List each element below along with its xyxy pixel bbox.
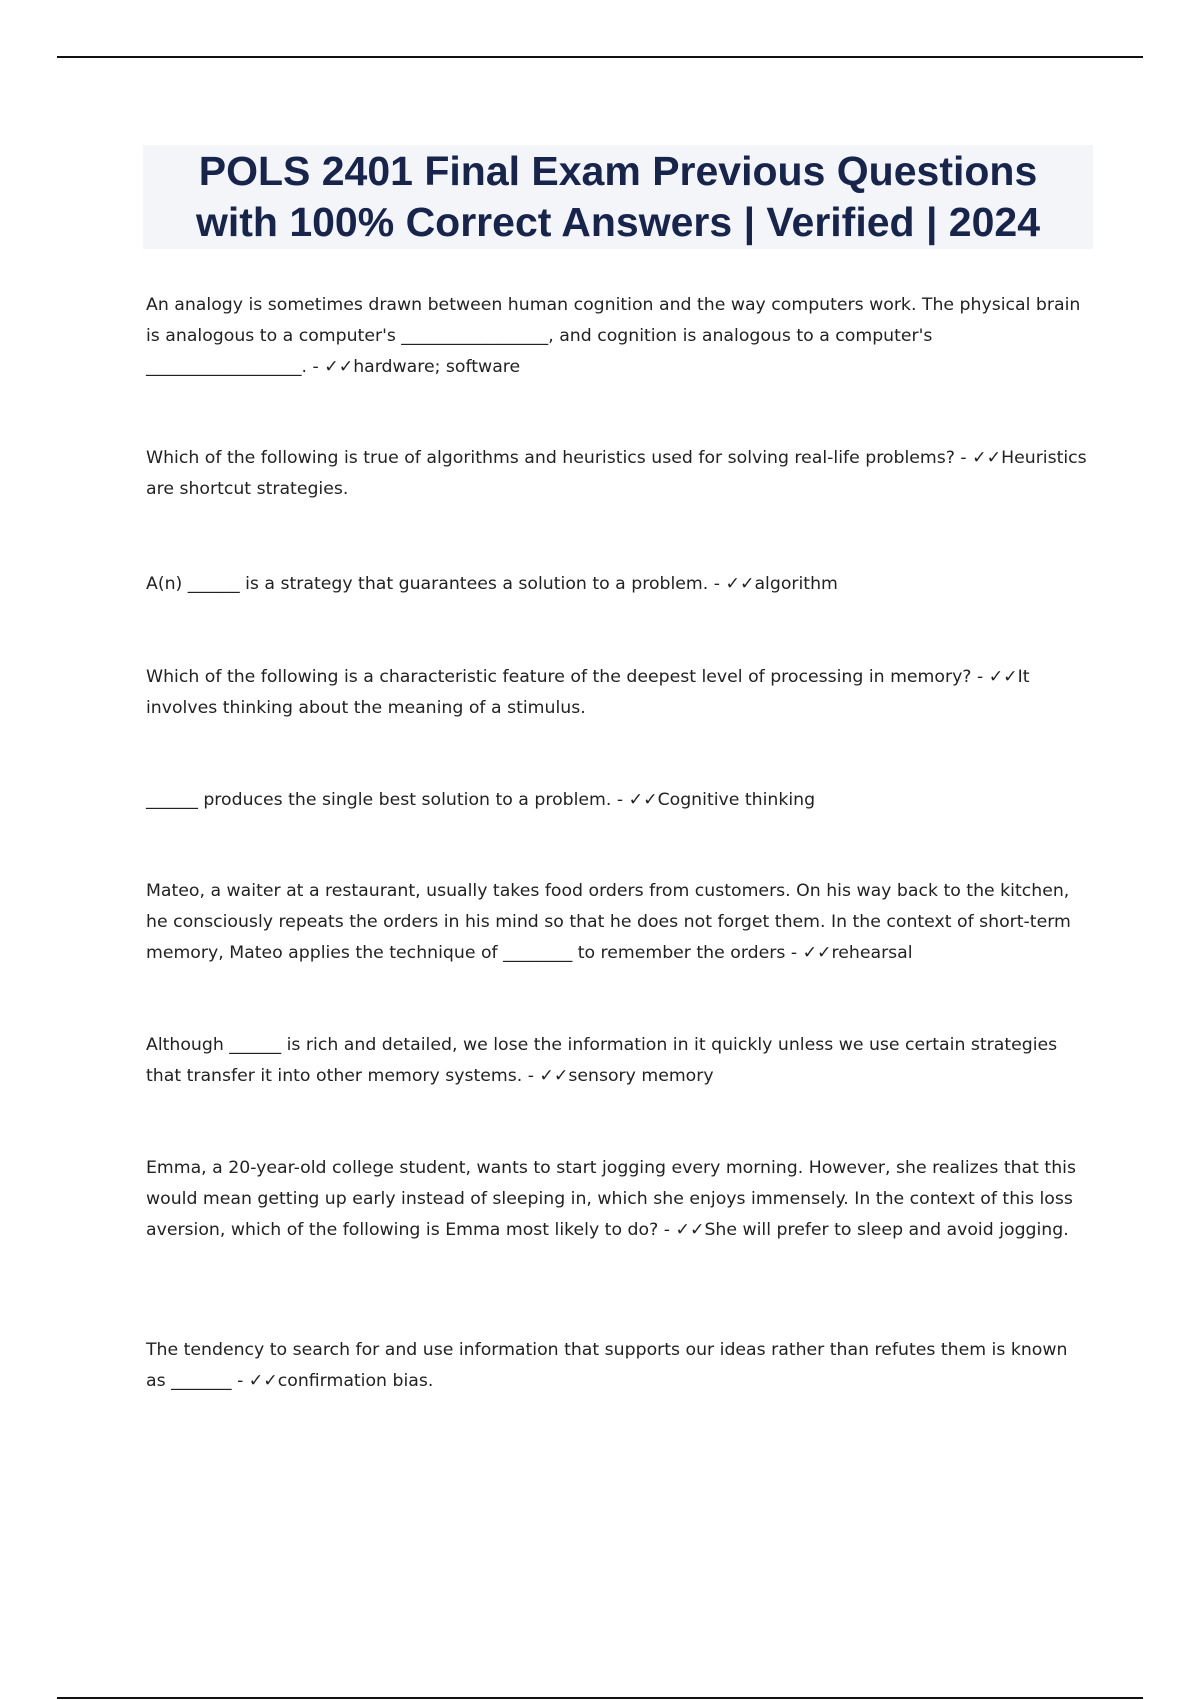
question-text: Emma, a 20-year-old college student, wants to start jogging every morning. However, she realizes that this would mean getting up early instead of sleeping in, which she enjoys immensely. In the context of this loss aversion, which of the following is Emma most likely to do? -: [146, 1158, 1076, 1240]
title-line-1: POLS 2401 Final Exam Previous Questions: [198, 148, 1038, 194]
answer-text: Cognitive thinking: [657, 790, 816, 810]
qa-item-4: [146, 662, 1092, 724]
qa-item-8: [146, 1153, 1092, 1246]
question-text: A(n) ______ is a strategy that guarantees a solution to a problem. -: [146, 574, 726, 594]
question-text: The tendency to search for and use information that supports our ideas rather than refutes them is known as _______ -: [146, 1340, 1068, 1391]
double-check-icon: ✓✓: [628, 790, 658, 810]
qa-item-2: [146, 443, 1092, 505]
answer-text: She will prefer to sleep and avoid jogging.: [704, 1220, 1069, 1240]
double-check-icon: ✓✓: [675, 1220, 705, 1240]
double-check-icon: ✓✓: [988, 667, 1018, 687]
qa-item-3: [146, 569, 1092, 600]
answer-text: rehearsal: [831, 943, 913, 963]
double-check-icon: ✓✓: [972, 448, 1002, 468]
answer-text: It involves thinking about the meaning of a stimulus.: [146, 667, 1030, 718]
qa-item-7: [146, 1030, 1092, 1092]
bottom-divider: [57, 1697, 1143, 1699]
answer-text: hardware; software: [353, 357, 521, 377]
question-text: Although ______ is rich and detailed, we lose the information in it quickly unless we use certain strategies that transfer it into other memory systems. -: [146, 1035, 1058, 1086]
question-text: An analogy is sometimes drawn between human cognition and the way computers work. The physical brain is analogous to a computer's _________________, and cognition is analogous to a computer's __________________. -: [146, 295, 1081, 377]
qa-item-5: [146, 785, 1092, 816]
top-divider: [57, 56, 1143, 58]
title-line-2: with 100% Correct Answers | Verified | 2024: [195, 199, 1041, 245]
answer-text: Heuristics are shortcut strategies.: [146, 448, 1087, 499]
double-check-icon: ✓✓: [802, 943, 832, 963]
question-text: Mateo, a waiter at a restaurant, usually takes food orders from customers. On his way back to the kitchen, he consciously repeats the orders in his mind so that he does not forget them. In the context of short-term memory, Mateo applies the technique of ________ to remember the orders -: [146, 881, 1071, 963]
double-check-icon: ✓✓: [539, 1066, 569, 1086]
question-text: Which of the following is true of algorithms and heuristics used for solving real-life problems? -: [146, 448, 973, 468]
double-check-icon: ✓✓: [248, 1371, 278, 1391]
question-text: ______ produces the single best solution to a problem. -: [146, 790, 629, 810]
qa-item-9: [146, 1335, 1092, 1397]
document-title: [143, 145, 1093, 249]
qa-item-1: [146, 290, 1092, 383]
answer-text: algorithm: [754, 574, 838, 594]
qa-item-6: [146, 876, 1092, 969]
double-check-icon: ✓✓: [324, 357, 354, 377]
answer-text: confirmation bias.: [277, 1371, 434, 1391]
answer-text: sensory memory: [568, 1066, 714, 1086]
double-check-icon: ✓✓: [725, 574, 755, 594]
question-text: Which of the following is a characteristic feature of the deepest level of processing in memory? -: [146, 667, 989, 687]
